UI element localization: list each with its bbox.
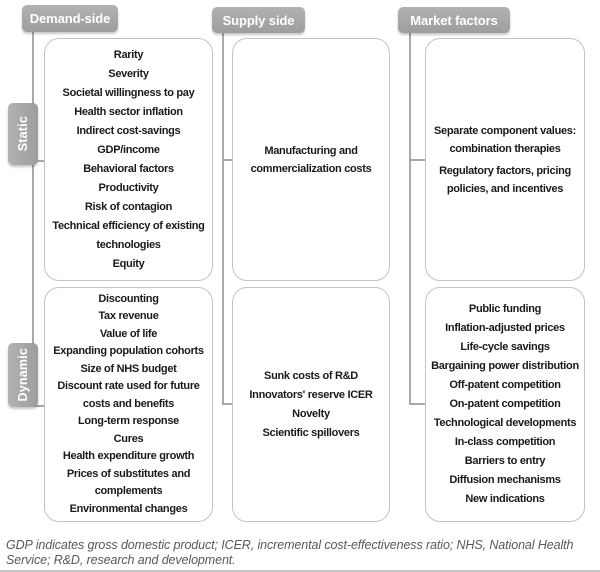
column-header-supply-side: Supply side — [212, 7, 305, 33]
list-item: Expanding population cohorts — [53, 345, 204, 358]
cell-market-dynamic — [425, 287, 585, 522]
list-item: Public funding — [468, 303, 542, 315]
list-item: Separate component values: combination therapies — [434, 124, 576, 155]
list-item: GDP/income — [97, 143, 160, 156]
market-dynamic-list — [426, 288, 584, 521]
list-item: Discounting — [98, 292, 159, 305]
row-label-static-text: Static — [16, 116, 30, 152]
market-static-list — [426, 39, 584, 280]
list-item: Life-cycle savings — [460, 341, 550, 353]
column-header-market-factors: Market factors — [398, 7, 510, 33]
list-item: Equity — [112, 257, 145, 270]
footnote: GDP indicates gross domestic product; ICER, incremental cost-effectiveness ratio; NHS, National Health Service; R&D, research and development. — [6, 538, 574, 568]
list-item: Prices of substitutes and complements — [66, 467, 191, 498]
list-item: Indirect cost-savings — [76, 124, 181, 137]
connector-line-market — [409, 31, 411, 405]
column-header-demand-side: Demand-side — [22, 5, 118, 32]
supply-static-list — [233, 39, 389, 280]
list-item: Societal willingness to pay — [62, 86, 195, 99]
list-item: Long-term response — [78, 415, 179, 428]
list-item: Size of NHS budget — [80, 362, 177, 375]
list-item: Manufacturing and commercialization costs — [250, 144, 372, 175]
list-item: Value of life — [99, 327, 158, 340]
cell-demand-static — [44, 38, 213, 281]
cell-supply-dynamic — [232, 287, 390, 522]
cell-supply-static — [232, 38, 390, 281]
supply-dynamic-list — [233, 288, 389, 521]
list-item: Cures — [113, 432, 144, 445]
list-item: Severity — [108, 67, 149, 80]
list-item: Health expenditure growth — [62, 450, 195, 463]
connector-tick-market-dynamic — [409, 403, 426, 405]
row-label-dynamic — [8, 343, 38, 407]
list-item: Behavioral factors — [83, 162, 174, 175]
list-item: Diffusion mechanisms — [449, 474, 561, 486]
list-item: Technical efficiency of existing technologies — [52, 219, 205, 251]
list-item: In-class competition — [454, 436, 556, 448]
list-item: Innovators' reserve ICER — [249, 388, 373, 401]
list-item: Novelty — [292, 407, 330, 420]
demand-static-list — [45, 39, 212, 280]
demand-dynamic-list — [45, 288, 212, 521]
list-item: Scientific spillovers — [262, 426, 360, 439]
list-item: Health sector inflation — [74, 105, 183, 118]
list-item: On-patent competition — [449, 398, 561, 410]
list-item: Rarity — [113, 48, 144, 61]
list-item: Tax revenue — [98, 310, 159, 323]
list-item: Barriers to entry — [464, 455, 546, 467]
list-item: Sunk costs of R&D — [264, 369, 358, 382]
list-item: Bargaining power distribution — [431, 360, 579, 372]
cell-market-static — [425, 38, 585, 281]
cell-demand-dynamic — [44, 287, 213, 522]
list-item: Off-patent competition — [449, 379, 561, 391]
list-item: Technological developments — [433, 417, 577, 429]
connector-tick-market-static — [409, 159, 426, 161]
connector-line-supply — [222, 31, 224, 405]
list-item: Risk of contagion — [84, 200, 173, 213]
row-label-dynamic-text: Dynamic — [16, 348, 30, 402]
list-item: Discount rate used for future costs and benefits — [57, 380, 200, 410]
row-label-static — [8, 103, 38, 165]
list-item: Environmental changes — [69, 502, 188, 515]
list-item: New indications — [465, 493, 545, 505]
list-item: Regulatory factors, pricing policies, and incentives — [439, 164, 571, 195]
list-item: Productivity — [98, 181, 159, 194]
list-item: Inflation-adjusted prices — [445, 322, 565, 334]
